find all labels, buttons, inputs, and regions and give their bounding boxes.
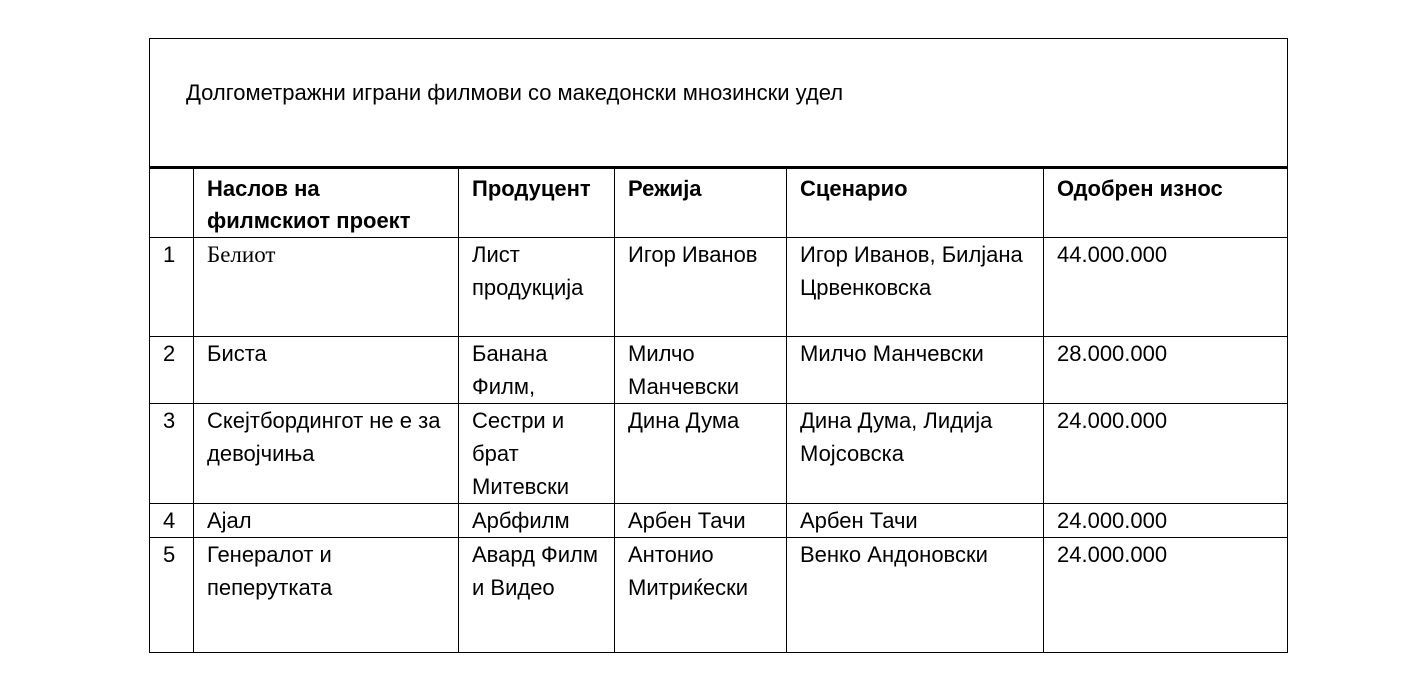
producer: Арбфилм	[459, 504, 615, 538]
screenplay: Арбен Тачи	[787, 504, 1044, 538]
table-header-row	[150, 168, 1288, 238]
screenplay: Венко Андоновски	[787, 538, 1044, 653]
director: Милчо Манчевски	[615, 337, 787, 404]
row-number: 5	[150, 538, 194, 653]
approved-amount: 24.000.000	[1044, 404, 1288, 504]
screenplay: Игор Иванов, Билјана Црвенковска	[787, 238, 1044, 337]
document-title: Долгометражни играни филмови со македонски мнозински удел	[186, 80, 844, 105]
director: Арбен Тачи	[615, 504, 787, 538]
approved-amount: 28.000.000	[1044, 337, 1288, 404]
header-film-title: Наслов на филмскиот проект	[194, 168, 459, 238]
film-title: Белиот	[194, 238, 459, 337]
table-row	[150, 238, 1288, 337]
producer: Лист продукција	[459, 238, 615, 337]
table-row	[150, 538, 1288, 653]
table-row	[150, 404, 1288, 504]
table-title-cell	[150, 39, 1288, 168]
producer: Сестри и брат Митевски	[459, 404, 615, 504]
screenplay: Милчо Манчевски	[787, 337, 1044, 404]
header-producer: Продуцент	[459, 168, 615, 238]
screenplay: Дина Дума, Лидија Мојсовска	[787, 404, 1044, 504]
table-title-row	[150, 39, 1288, 168]
header-director: Режија	[615, 168, 787, 238]
director: Дина Дума	[615, 404, 787, 504]
row-number: 1	[150, 238, 194, 337]
row-number: 3	[150, 404, 194, 504]
row-number: 4	[150, 504, 194, 538]
table-row	[150, 337, 1288, 404]
film-title: Генералот и пеперутката	[194, 538, 459, 653]
film-title: Ајал	[194, 504, 459, 538]
header-screenplay: Сценарио	[787, 168, 1044, 238]
header-approved-amount: Одобрен износ	[1044, 168, 1288, 238]
table-row	[150, 504, 1288, 538]
films-table	[149, 38, 1288, 653]
approved-amount: 24.000.000	[1044, 504, 1288, 538]
director: Антонио Митриќески	[615, 538, 787, 653]
film-title: Скејтбордингот не е за девојчиња	[194, 404, 459, 504]
film-title: Биста	[194, 337, 459, 404]
approved-amount: 24.000.000	[1044, 538, 1288, 653]
approved-amount: 44.000.000	[1044, 238, 1288, 337]
director: Игор Иванов	[615, 238, 787, 337]
producer: Банана Филм,	[459, 337, 615, 404]
row-number: 2	[150, 337, 194, 404]
header-number	[150, 168, 194, 238]
producer: Авард Филм и Видео	[459, 538, 615, 653]
